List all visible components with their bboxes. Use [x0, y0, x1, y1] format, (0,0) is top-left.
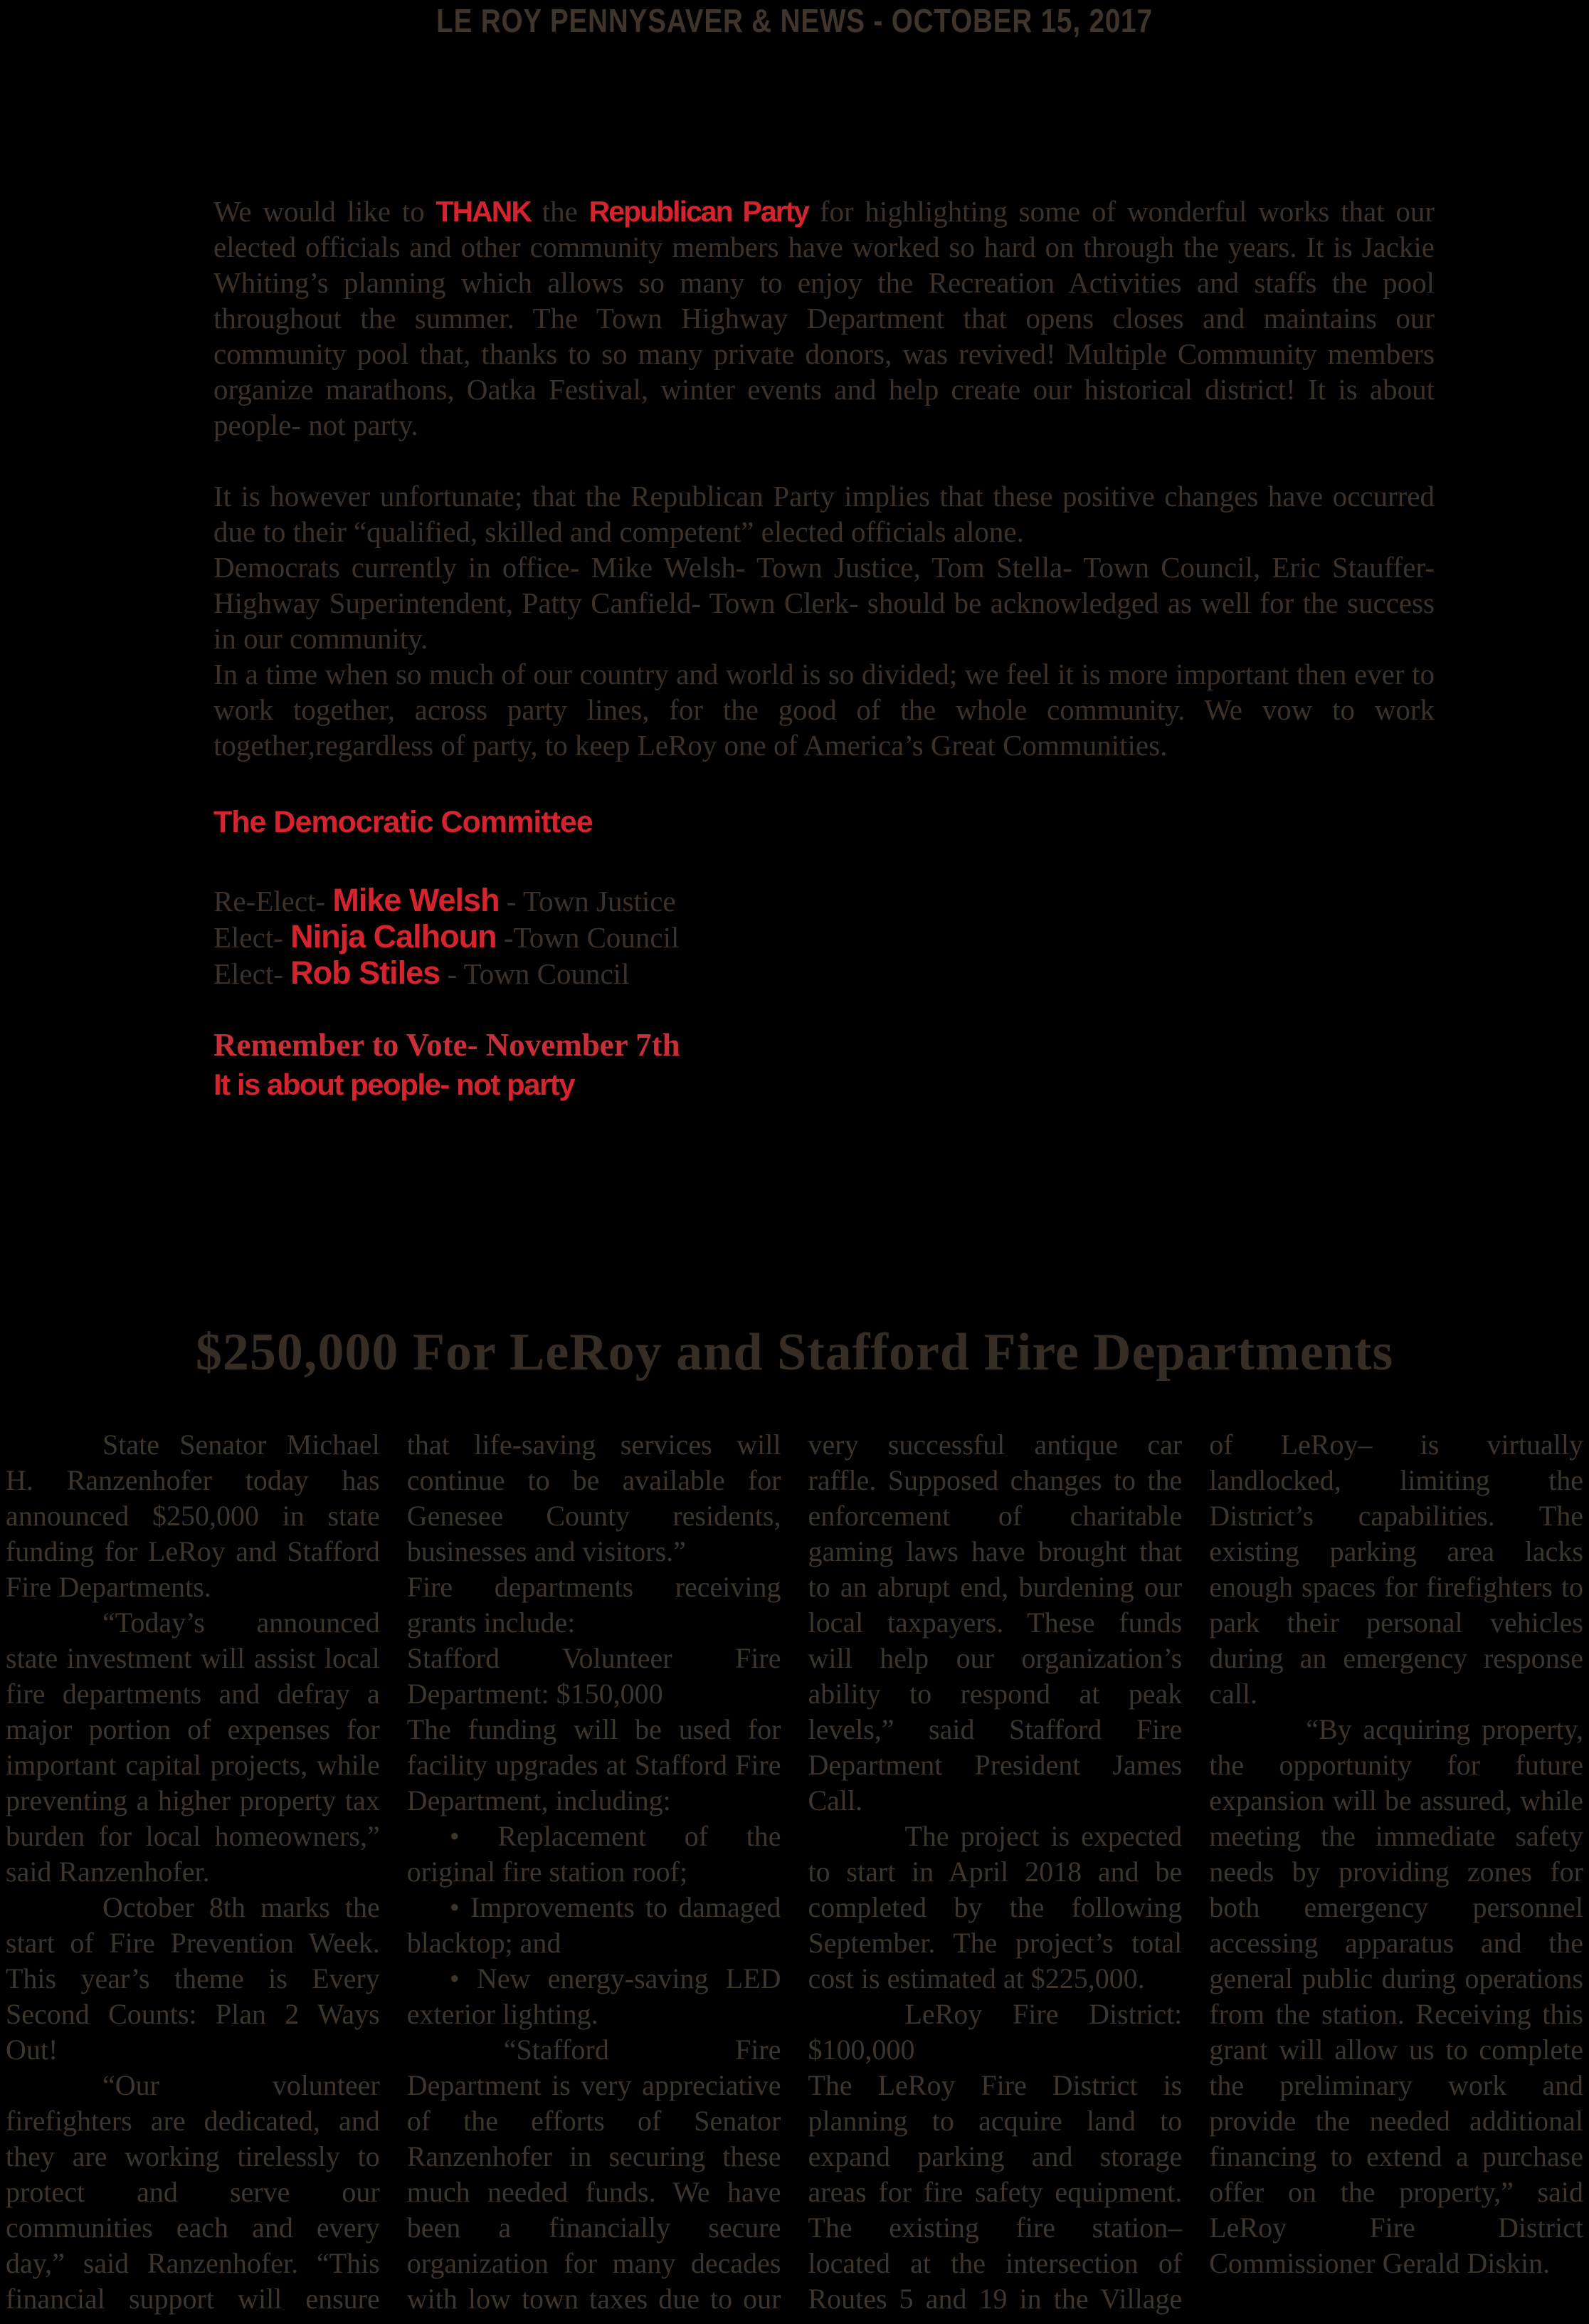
article-headline: $250,000 For LeRoy and Stafford Fire Departments — [195, 1323, 1394, 1382]
committee-heading: The Democratic Committee — [213, 805, 593, 839]
slate-prefix: Re-Elect- — [213, 885, 333, 917]
candidate-name: Ninja Calhoun — [290, 918, 497, 955]
ad-paragraph-3: Democrats currently in office- Mike Welsh- Town Justice, Tom Stella- Town Council, Eric Stauffer- Highway Superintendent, Patty Canfield- Town Clerk- should be acknowledged as well for the success in our community. — [213, 551, 1435, 655]
slate-row-ninja-calhoun — [213, 919, 1435, 955]
ad-paragraph-4: In a time when so much of our country and world is so divided; we feel it is more important then ever to work together, across party lines, for the good of the whole community. We vow to work together,regardless of party, to keep LeRoy one of America’s Great Communities. — [213, 658, 1435, 762]
candidate-name: Mike Welsh — [332, 882, 500, 918]
article-paragraph: State Senator Michael H. Ranzenhofer today has announced $250,000 in state funding for LeRoy and Stafford Fire Departments. — [6, 1429, 380, 1603]
bullet-item: • Replacement of the original fire station roof; — [406, 1820, 781, 1888]
article-paragraph: Fire departments receiving grants include: — [406, 1571, 781, 1639]
article-paragraph: October 8th marks the start of Fire Prevention Week. This year’s theme is Every Second Counts: Plan 2 Ways Out! — [6, 1891, 380, 2066]
ad-paragraph-1 — [213, 194, 1435, 443]
article-paragraph: “Today’s announced state investment will assist local fire departments and defray a major portion of expenses for important capital projects, while preventing a higher property tax burden for local homeowners,” said Ranzenhofer. — [6, 1607, 380, 1888]
bullet-item: • New energy-saving LED exterior lighting. — [406, 1962, 781, 2030]
slate-office: - Town Justice — [499, 885, 676, 917]
masthead-title: LE ROY PENNYSAVER & NEWS - OCTOBER 15, 2017 — [436, 2, 1153, 39]
article-paragraph: The LeRoy Fire District is planning to acquire land to expand parking and storage areas for fire safety equipment. The existing fire station– located at the intersection of Routes 5 and 19 in the Village of LeRoy– is virtually landlocked, limiting the District’s capabilities. The existing parking area lacks enough spaces for firefighters to park their personal vehicles during an emergency response call. — [808, 1429, 1583, 2315]
slate-office: - Town Council — [440, 957, 630, 990]
article-paragraph: LeRoy Fire District: $100,000 — [808, 1998, 1183, 2066]
ad-tagline: It is about people- not party — [213, 1068, 575, 1101]
vote-reminder: Remember to Vote- November 7th — [213, 1027, 680, 1063]
article-paragraph: “Our volunteer firefighters are dedicated, and they are working tirelessly to protect and serve our communities each and every day,” said Ranzenhofer. “This financial support will ensure that life-saving services will continue to be available for Genesee County residents, businesses and visitors.” — [6, 1429, 781, 2315]
article-paragraph: The funding will be used for facility upgrades at Stafford Fire Department, including: — [406, 1713, 781, 1816]
article-paragraph: “By acquiring property, the opportunity for future expansion will be assured, while meeting the immediate safety needs by providing zones for both emergency personnel accessing apparatus and the general public during operations from the station. Receiving this grant will allow us to complete the preliminary work and provide the needed additional financing to extend a purchase offer on the property,” said LeRoy Fire District Commissioner Gerald Diskin. — [1209, 1713, 1583, 2279]
candidate-slate — [213, 883, 1435, 992]
article-paragraph: “Stafford Fire Department is very appreciative of the efforts of Senator Ranzenhofer in securing these much needed funds. We have been a financially secure organization for many decades with low town taxes due to our very successful antique car raffle. Supposed changes to the enforcement of charitable gaming laws have brought that to an abrupt end, burdening our local taxpayers. These funds will help our organization’s ability to respond at peak levels,” said Stafford Fire Department President James Call. — [406, 1429, 1183, 2315]
republican-party-highlight: Republican Party — [588, 195, 809, 228]
ad-p1-text-a: We would like to — [213, 195, 436, 228]
slate-row-mike-welsh — [213, 883, 1435, 919]
article-columns — [6, 1427, 1583, 2324]
thank-highlight: THANK — [435, 195, 532, 228]
slate-prefix: Elect- — [213, 957, 291, 990]
slate-row-rob-stiles — [213, 955, 1435, 992]
ad-paragraph-2: It is however unfortunate; that the Republican Party implies that these positive changes have occurred due to their “qualified, skilled and competent” elected officials alone. — [213, 480, 1435, 548]
slate-prefix: Elect- — [213, 921, 291, 954]
ad-p1-text-c: for highlighting some of wonderful works that our elected officials and other community members have worked so hard on through the years. It is Jackie Whiting’s planning which allows so many to enjoy the Recreation Activities and staffs the pool throughout the summer. The Town Highway Department that opens closes and maintains our community pool that, thanks to so many private donors, was revived! Multiple Community members organize marathons, Oatka Festival, winter events and help create our historical district! It is about people- not party. — [213, 195, 1435, 441]
candidate-name: Rob Stiles — [290, 955, 440, 991]
political-ad — [213, 194, 1435, 1103]
ad-p1-text-b: the — [531, 195, 589, 228]
article-paragraph: The project is expected to start in April 2018 and be completed by the following September. The project’s total cost is estimated at $225,000. — [808, 1820, 1183, 1994]
article-paragraph: Stafford Volunteer Fire Department: $150,000 — [406, 1642, 781, 1710]
slate-office: -Town Council — [496, 921, 680, 954]
bullet-item: • Improvements to damaged blacktop; and — [406, 1891, 781, 1959]
